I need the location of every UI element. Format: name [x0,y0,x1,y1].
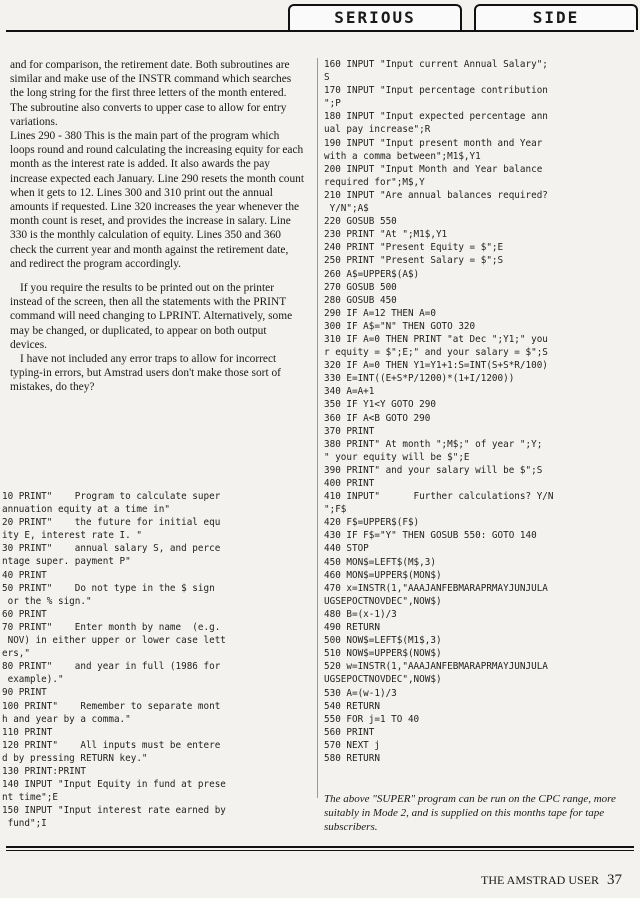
column-divider [317,58,318,798]
article-body [10,58,306,404]
listing-caption: The above "SUPER" program can be run on the CPC range, more suitably in Mode 2, and is supplied on this months tape for tape subscribers. [324,793,616,833]
footer-rule-thin [6,850,634,851]
section-tab-side: SIDE [474,4,638,30]
paragraph-subroutines: and for comparison, the retirement date. Both subroutines are similar and make use of the INSTR command which searches the long string for the first three letters of the month entered. The subroutine also converts to upper case to allow for entry variations. [10,59,292,128]
magazine-name: THE AMSTRAD USER [480,873,599,887]
page-number: 37 [607,872,622,888]
header-rule [6,30,634,32]
section-tab-serious: SERIOUS [288,4,462,30]
page-header [0,0,640,34]
program-listing-right: 160 INPUT "Input current Annual Salary"; S 170 INPUT "Input percentage contribution ";P 180 INPUT "Input expected percentage ann ual pay increase";R 190 INPUT "Input present month and Year with a comma between";M1$,Y1 200 INPUT "Input Month and Year balance required for";M$,Y 210 INPUT "Are annual balances required? Y/N";A$ 220 GOSUB 550 230 PRINT "At ";M1$,Y1 240 PRINT "Present Equity = $";E 250 PRINT "Present Salary = $";S 260 A$=UPPER$(A$) 270 GOSUB 500 280 GOSUB 450 290 IF A=12 THEN A=0 300 IF A$="N" THEN GOTO 320 310 IF A=0 THEN PRINT "at Dec ";Y1;" you r equity = $";E;" and your salary = $";S 320 IF A=0 THEN Y1=Y1+1:S=INT(S+S*R/100) 330 E=INT((E+S*P/1200)*(1+I/1200)) 340 A=A+1 350 IF Y1<Y GOTO 290 360 IF A<B GOTO 290 370 PRINT 380 PRINT" At month ";M$;" of year ";Y; " your equity will be $";E 390 PRINT" and your salary will be $";S 400 PRINT 410 INPUT" Further calculations? Y/N ";F$ 420 F$=UPPER$(F$) 430 IF F$="Y" THEN GOSUB 550: GOTO 140 440 STOP 450 MON$=LEFT$(M$,3) 460 MON$=UPPER$(MON$) 470 x=INSTR(1,"AAAJANFEBMARAPRMAYJUNJULA UGSEPOCTNOVDEC",NOW$) 480 B=(x-1)/3 490 RETURN 500 NOW$=LEFT$(M1$,3) 510 NOW$=UPPER$(NOW$) 520 w=INSTR(1,"AAAJANFEBMARAPRMAYJUNJULA UGSEPOCTNOVDEC",NOW$) 530 A=(w-1)/3 540 RETURN 550 FOR j=1 TO 40 560 PRINT 570 NEXT j 580 RETURN [324,59,554,764]
page-footer [481,872,622,889]
paragraph-printer: If you require the results to be printed out on the printer instead of the screen, then all the statements with the PRINT command will need changing to LPRINT. Alternatively, some may be changed, or duplicated, to appear on both output devices. [10,282,293,351]
paragraph-error-traps: I have not included any error traps to allow for incorrect typing-in errors, but Amstrad users don't make those sort of mistakes, do they? [10,353,281,394]
footer-rule [6,846,634,848]
program-listing-left: 10 PRINT" Program to calculate super annuation equity at a time in" 20 PRINT" the future for initial equ ity E, interest rate I. " 30 PRINT" annual salary S, and perce ntage super. payment P" 40 PRINT 50 PRINT" Do not type in the $ sign or the % sign." 60 PRINT 70 PRINT" Enter month by name (e.g. NOV) in either upper or lower case lett ers," 80 PRINT" and year in full (1986 for example)." 90 PRINT 100 PRINT" Remember to separate mont h and year by a comma." 110 PRINT 120 PRINT" All inputs must be entere d by pressing RETURN key." 130 PRINT:PRINT 140 INPUT "Input Equity in fund at prese nt time";E 150 INPUT "Input interest rate earned by fund";I [2,491,226,830]
paragraph-lines-290-380: Lines 290 - 380 This is the main part of the program which loops round and round calculating the increasing equity for each month as the interest rate is added. It also awards the pay increase expected each January. Line 290 resets the month count when it gets to 12. Lines 300 and 310 print out the annual amounts if requested. Line 320 increases the year whenever the month count is reset, and provides the increase in salary. Line 330 is the monthly calculation of equity. Lines 350 and 360 check the current year and month against the retirement date, and redirect the program accordingly. [10,130,305,270]
